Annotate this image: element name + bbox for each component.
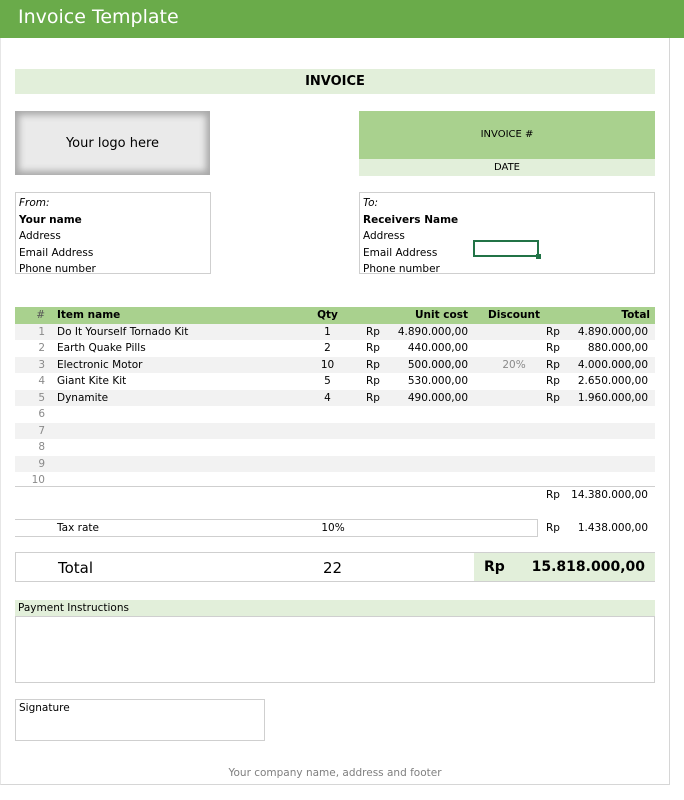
to-label: To:	[363, 197, 379, 209]
header-total: Total	[621, 309, 650, 321]
to-phone: Phone number	[363, 263, 440, 275]
to-name: Receivers Name	[363, 213, 459, 226]
row-num: 10	[31, 474, 45, 486]
row-cost-currency: Rp	[366, 391, 380, 404]
row-total-currency: Rp	[546, 358, 560, 371]
tax-label: Tax rate	[57, 522, 99, 534]
header-num: #	[36, 309, 45, 321]
row-total-currency: Rp	[546, 325, 560, 338]
row-total[interactable]: 4.890.000,00	[577, 325, 648, 338]
row-cost-currency: Rp	[366, 375, 380, 387]
signature-label: Signature	[19, 702, 70, 714]
tax-rate[interactable]: 10%	[321, 522, 345, 534]
total-currency: Rp	[484, 559, 505, 575]
from-phone: Phone number	[19, 263, 96, 275]
table-row[interactable]	[15, 406, 655, 423]
table-row[interactable]	[15, 340, 655, 357]
from-name: Your name	[19, 213, 82, 226]
grand-total-value: 15.818.000,00	[531, 559, 645, 575]
table-row[interactable]	[15, 357, 655, 374]
row-cost-currency: Rp	[366, 342, 380, 354]
row-num: 9	[38, 457, 45, 470]
signature-field[interactable]	[15, 699, 265, 741]
invoice-heading[interactable]: INVOICE	[15, 69, 655, 94]
total-qty: 22	[322, 559, 343, 577]
row-cost[interactable]: 440.000,00	[407, 342, 468, 354]
row-cost[interactable]: 490.000,00	[407, 391, 468, 404]
row-qty[interactable]: 4	[324, 391, 331, 404]
total-label: Total	[58, 559, 94, 577]
row-num: 8	[38, 441, 45, 453]
selected-cell[interactable]	[473, 240, 539, 257]
table-row[interactable]	[15, 439, 655, 456]
row-item[interactable]: Earth Quake Pills	[57, 342, 146, 354]
row-cost-currency: Rp	[366, 358, 380, 371]
logo-placeholder[interactable]	[15, 111, 210, 175]
app-title: Invoice Template	[18, 6, 179, 28]
row-num: 6	[38, 408, 45, 420]
row-num: 4	[38, 375, 45, 387]
row-num: 5	[38, 391, 45, 404]
row-total[interactable]: 1.960.000,00	[577, 391, 648, 404]
logo-placeholder-text: Your logo here	[65, 135, 160, 151]
payment-instructions-header	[15, 600, 655, 616]
invoice-number-cell[interactable]: INVOICE #	[359, 111, 655, 159]
footer-text: Your company name, address and footer	[228, 767, 442, 779]
row-discount[interactable]: 20%	[502, 358, 526, 371]
row-item[interactable]: Do It Yourself Tornado Kit	[57, 325, 189, 338]
row-num: 1	[38, 325, 45, 338]
row-total-currency: Rp	[546, 342, 560, 354]
to-email: Email Address	[363, 246, 438, 259]
from-address: Address	[19, 230, 61, 242]
subtotal-currency: Rp	[546, 489, 560, 501]
row-num: 7	[38, 424, 45, 437]
row-item[interactable]: Electronic Motor	[57, 358, 143, 371]
table-bottom-border	[15, 486, 655, 487]
row-cost[interactable]: 500.000,00	[407, 358, 468, 371]
row-total-currency: Rp	[546, 391, 560, 404]
title-bar	[0, 0, 684, 38]
row-item[interactable]: Dynamite	[57, 391, 109, 404]
table-row[interactable]	[15, 390, 655, 407]
row-total-currency: Rp	[546, 375, 560, 387]
row-total[interactable]: 880.000,00	[587, 342, 648, 354]
row-qty[interactable]: 2	[324, 342, 331, 354]
row-cost-currency: Rp	[366, 325, 380, 338]
date-cell[interactable]: DATE	[359, 159, 655, 176]
tax-amount[interactable]: 1.438.000,00	[577, 522, 648, 534]
subtotal-value[interactable]: 14.380.000,00	[571, 489, 648, 501]
header-qty: Qty	[317, 309, 338, 321]
tax-currency: Rp	[546, 522, 560, 534]
payment-instructions-label: Payment Instructions	[18, 602, 129, 614]
row-total[interactable]: 4.000.000,00	[577, 358, 648, 371]
row-num: 2	[38, 342, 45, 354]
row-item[interactable]: Giant Kite Kit	[57, 375, 127, 387]
table-row[interactable]	[15, 423, 655, 440]
from-email: Email Address	[19, 246, 94, 259]
from-address-block[interactable]	[15, 192, 211, 274]
table-header-row	[15, 307, 655, 324]
from-label: From:	[19, 197, 50, 209]
row-qty[interactable]: 1	[324, 325, 331, 338]
to-address: Address	[363, 230, 405, 242]
row-cost[interactable]: 530.000,00	[407, 375, 468, 387]
header-discount: Discount	[488, 309, 540, 321]
to-address-block[interactable]	[359, 192, 655, 274]
row-qty[interactable]: 10	[320, 358, 335, 371]
items-table	[15, 307, 655, 489]
row-qty[interactable]: 5	[324, 375, 331, 387]
row-num: 3	[38, 358, 45, 371]
row-cost[interactable]: 4.890.000,00	[397, 325, 468, 338]
header-item: Item name	[57, 309, 121, 321]
table-row[interactable]	[15, 324, 655, 341]
table-row[interactable]	[15, 373, 655, 390]
row-total[interactable]: 2.650.000,00	[577, 375, 648, 387]
header-unit-cost: Unit cost	[415, 309, 468, 321]
table-row[interactable]	[15, 456, 655, 473]
payment-instructions-field[interactable]	[15, 616, 655, 683]
